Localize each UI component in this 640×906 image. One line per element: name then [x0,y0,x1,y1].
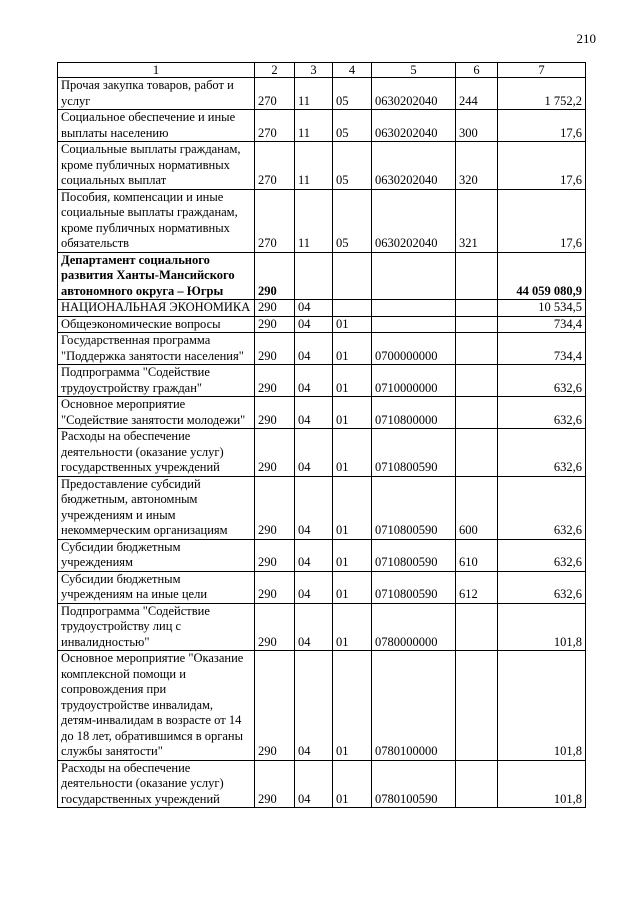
admin-code-cell: 270 [255,110,295,142]
expense-type-cell [456,760,498,808]
admin-code-cell: 290 [255,300,295,317]
row-name-cell: Основное мероприятие "Оказание комплексной помощи и сопровождения при трудоустройстве инвалидам, детям-инвалидам в возрасте от 14 до 18 лет, обратившимся в органы службы занятости" [58,651,255,761]
section-code-cell: 11 [295,189,333,252]
table-row [58,429,586,477]
subsection-code-cell: 05 [333,78,372,110]
expense-type-cell [456,252,498,300]
row-name-cell: НАЦИОНАЛЬНАЯ ЭКОНОМИКА [58,300,255,317]
row-name-cell: Государственная программа "Поддержка занятости населения" [58,333,255,365]
row-name-cell: Расходы на обеспечение деятельности (оказание услуг) государственных учреждений [58,429,255,477]
admin-code-cell: 290 [255,603,295,651]
column-header: 3 [295,63,333,78]
target-article-cell: 0710800590 [372,476,456,539]
section-code-cell: 11 [295,110,333,142]
amount-cell: 101,8 [498,603,586,651]
section-code-cell: 11 [295,142,333,190]
amount-cell: 632,6 [498,365,586,397]
subsection-code-cell: 01 [333,476,372,539]
row-name-cell: Предоставление субсидий бюджетным, автономным учреждениям и иным некоммерческим организациям [58,476,255,539]
admin-code-cell: 290 [255,429,295,477]
row-name-cell: Пособия, компенсации и иные социальные выплаты гражданам, кроме публичных нормативных обязательств [58,189,255,252]
target-article-cell: 0710000000 [372,365,456,397]
amount-cell: 10 534,5 [498,300,586,317]
admin-code-cell: 270 [255,142,295,190]
row-name-cell: Основное мероприятие "Содействие занятости молодежи" [58,397,255,429]
target-article-cell: 0630202040 [372,110,456,142]
subsection-code-cell: 01 [333,316,372,333]
section-code-cell: 04 [295,571,333,603]
amount-cell: 17,6 [498,110,586,142]
section-code-cell: 04 [295,333,333,365]
column-header: 2 [255,63,295,78]
column-header: 4 [333,63,372,78]
expense-type-cell [456,603,498,651]
target-article-cell: 0780000000 [372,603,456,651]
expense-type-cell: 610 [456,539,498,571]
row-name-cell: Расходы на обеспечение деятельности (оказание услуг) государственных учреждений [58,760,255,808]
expense-type-cell [456,429,498,477]
table-row [58,539,586,571]
admin-code-cell: 290 [255,397,295,429]
section-code-cell: 11 [295,78,333,110]
amount-cell: 734,4 [498,316,586,333]
amount-cell: 1 752,2 [498,78,586,110]
expense-type-cell [456,333,498,365]
row-name-cell: Субсидии бюджетным учреждениям [58,539,255,571]
admin-code-cell: 290 [255,252,295,300]
admin-code-cell: 290 [255,571,295,603]
column-header: 7 [498,63,586,78]
amount-cell: 17,6 [498,142,586,190]
section-code-cell: 04 [295,397,333,429]
table-row [58,603,586,651]
table-row [58,760,586,808]
amount-cell: 632,6 [498,539,586,571]
expense-type-cell [456,651,498,761]
expense-type-cell [456,300,498,317]
row-name-cell: Департамент социального развития Ханты-Мансийского автономного округа – Югры [58,252,255,300]
section-code-cell: 04 [295,365,333,397]
table-row [58,142,586,190]
target-article-cell [372,316,456,333]
target-article-cell: 0630202040 [372,78,456,110]
expense-type-cell [456,365,498,397]
section-code-cell: 04 [295,651,333,761]
row-name-cell: Социальные выплаты гражданам, кроме публичных нормативных социальных выплат [58,142,255,190]
admin-code-cell: 290 [255,316,295,333]
expense-type-cell: 600 [456,476,498,539]
column-header: 1 [58,63,255,78]
table-row [58,78,586,110]
section-code-cell: 04 [295,300,333,317]
amount-cell: 44 059 080,9 [498,252,586,300]
table-row [58,365,586,397]
target-article-cell [372,252,456,300]
budget-table [57,62,586,808]
section-code-cell: 04 [295,760,333,808]
table-row [58,300,586,317]
table-row [58,110,586,142]
subsection-code-cell: 05 [333,189,372,252]
amount-cell: 632,6 [498,429,586,477]
section-code-cell [295,252,333,300]
page-number: 210 [576,31,596,46]
section-code-cell: 04 [295,316,333,333]
amount-cell: 734,4 [498,333,586,365]
row-name-cell: Подпрограмма "Содействие трудоустройству лиц с инвалидностью" [58,603,255,651]
amount-cell: 101,8 [498,760,586,808]
section-code-cell: 04 [295,476,333,539]
section-code-cell: 04 [295,539,333,571]
target-article-cell: 0710800000 [372,397,456,429]
expense-type-cell: 320 [456,142,498,190]
row-name-cell: Общеэкономические вопросы [58,316,255,333]
target-article-cell: 0630202040 [372,189,456,252]
subsection-code-cell: 05 [333,110,372,142]
table-row [58,397,586,429]
subsection-code-cell: 01 [333,760,372,808]
table-row [58,651,586,761]
column-header: 6 [456,63,498,78]
row-name-cell: Прочая закупка товаров, работ и услуг [58,78,255,110]
target-article-cell: 0780100590 [372,760,456,808]
expense-type-cell: 612 [456,571,498,603]
target-article-cell: 0710800590 [372,429,456,477]
admin-code-cell: 290 [255,760,295,808]
subsection-code-cell: 01 [333,651,372,761]
subsection-code-cell [333,252,372,300]
table-row [58,252,586,300]
table-row [58,189,586,252]
subsection-code-cell: 01 [333,397,372,429]
amount-cell: 632,6 [498,571,586,603]
subsection-code-cell: 01 [333,429,372,477]
admin-code-cell: 290 [255,333,295,365]
target-article-cell: 0700000000 [372,333,456,365]
admin-code-cell: 290 [255,651,295,761]
column-header: 5 [372,63,456,78]
target-article-cell: 0710800590 [372,571,456,603]
subsection-code-cell: 01 [333,603,372,651]
subsection-code-cell: 01 [333,333,372,365]
expense-type-cell [456,316,498,333]
expense-type-cell: 244 [456,78,498,110]
admin-code-cell: 290 [255,365,295,397]
subsection-code-cell: 01 [333,365,372,397]
admin-code-cell: 290 [255,476,295,539]
expense-type-cell: 300 [456,110,498,142]
admin-code-cell: 270 [255,189,295,252]
target-article-cell [372,300,456,317]
table-header-row [58,63,586,78]
subsection-code-cell: 05 [333,142,372,190]
expense-type-cell: 321 [456,189,498,252]
amount-cell: 17,6 [498,189,586,252]
table-row [58,333,586,365]
subsection-code-cell [333,300,372,317]
target-article-cell: 0630202040 [372,142,456,190]
row-name-cell: Подпрограмма "Содействие трудоустройству граждан" [58,365,255,397]
expense-type-cell [456,397,498,429]
target-article-cell: 0780100000 [372,651,456,761]
subsection-code-cell: 01 [333,539,372,571]
table-row [58,571,586,603]
row-name-cell: Субсидии бюджетным учреждениям на иные цели [58,571,255,603]
row-name-cell: Социальное обеспечение и иные выплаты населению [58,110,255,142]
section-code-cell: 04 [295,429,333,477]
amount-cell: 632,6 [498,476,586,539]
amount-cell: 101,8 [498,651,586,761]
subsection-code-cell: 01 [333,571,372,603]
target-article-cell: 0710800590 [372,539,456,571]
table-row [58,316,586,333]
table-row [58,476,586,539]
admin-code-cell: 290 [255,539,295,571]
admin-code-cell: 270 [255,78,295,110]
section-code-cell: 04 [295,603,333,651]
amount-cell: 632,6 [498,397,586,429]
